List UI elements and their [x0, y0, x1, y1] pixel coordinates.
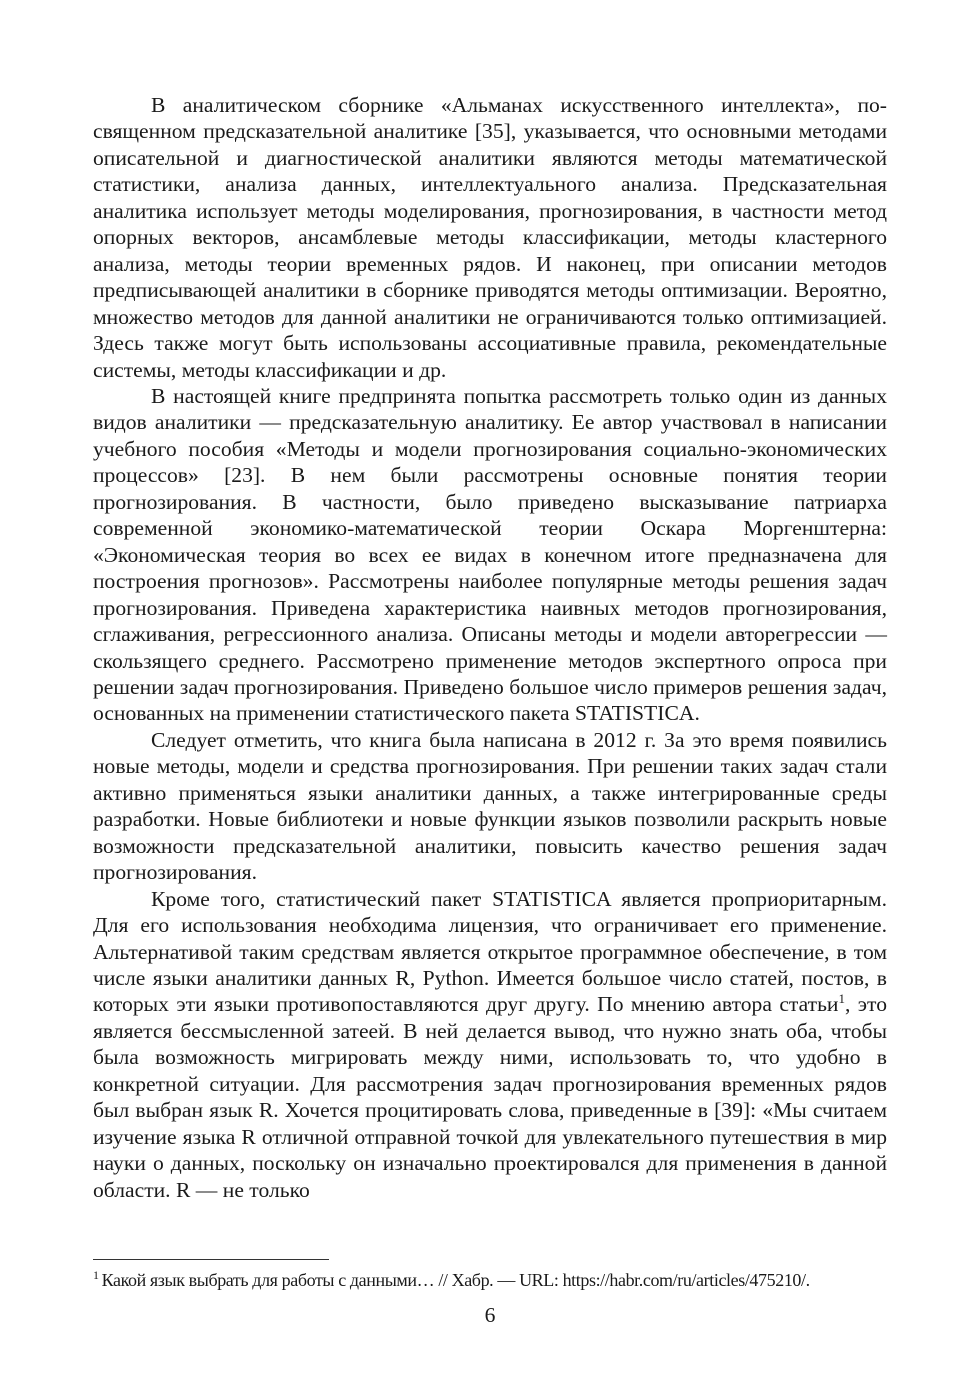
paragraph-1: В аналитическом сборнике «Альманах искусственного интеллекта», посвященном предсказательной аналитике [35], указывается, что основными методами описательной и диагностической аналитики являются методы математической статистики, анализа данных, интеллектуального анализа. Предсказательная аналитика использует методы моделирования, прогнозирования, в частности метод опорных векторов, ансамблевые методы классификации, методы кластерного анализа, методы теории временных рядов. И наконец, при описании методов предписывающей аналитики в сборнике приводятся методы оптимизации. Вероятно, множество методов для данной аналитики не ограничиваются только оптимизацией. Здесь также могут быть использованы ассоциативные правила, рекомендательные системы, методы классификации и др. — [93, 93, 887, 382]
paragraph-2: В настоящей книге предпринята попытка рассмотреть только один из данных видов аналитики — предсказательную аналитику. Ее автор участвовал в написании учебного пособия «Методы и модели прогнозирования социально-экономических процессов» [23]. В нем были рассмотрены основные понятия теории прогнозирования. В частности, было приведено высказывание патриарха современной экономико-математической теории Оскара Моргенштерна: «Экономическая теория во всех ее видах в конечном итоге предназначена для построения прогнозов». Рассмотрены наиболее популярные методы решения задач прогнозирования. Приведена характеристика наивных методов прогнозирования, сглаживания, регрессионного анализа. Описаны методы и модели авторегрессии — скользящего среднего. Рассмотрено применение методов экспертного опроса при решении задач прогнозирования. Приведено большое число примеров решения задач, основанных на применении статистического пакета STATISTICA. — [93, 383, 887, 726]
paragraph-3: Следует отметить, что книга была написана в 2012 г. За это время появились новые методы, модели и средства прогнозирования. При решении таких задач стали активно применяться языки аналитики данных, а также интегрированные среды разработки. Новые библиотеки и новые функции языков позволили раскрыть новые возможности предсказательной аналитики, повысить качество решения задач прогнозирования. — [93, 727, 887, 885]
paragraph-4-text-after-ref: , это является бессмысленной затеей. В ней делается вывод, что нужно знать оба, чтобы была возможность мигрировать между ними, использовать то, что удобно в конкретной ситуации. Для рассмотрения задач прогнозирования временных рядов был выбран язык R. Хочется процитировать слова, приведенные в [39]: «Мы считаем изучение языка R отличной отправной точкой для увлекательного путешествия в мир науки о данных, поскольку он изначально проектировался для применения в данной области. R — не только — [93, 992, 887, 1202]
footnote-text[interactable]: Какой язык выбрать для работы с данными… // Хабр. — URL: https://habr.com/ru/articles/475210/. — [101, 1270, 810, 1290]
paragraph-4-text-before-ref: Кроме того, статистический пакет STATISTICA является проприоритарным. Для его использования необходима лицензия, что ограничивает его применение. Альтернативой таким средствам является открытое программное обеспечение, в том числе языки аналитики данных R, Python. Имеется большое число статей, постов, в которых эти языки противопоставляются друг другу. По мнению автора статьи — [93, 886, 887, 1017]
footnote-divider — [93, 1259, 329, 1260]
page-number: 6 — [484, 1303, 496, 1327]
footnote-marker: 1 — [93, 1268, 99, 1282]
page-body — [93, 92, 887, 1203]
footnote-reference[interactable]: 1 — [838, 991, 845, 1007]
paragraph-4 — [93, 886, 887, 1203]
footnote — [93, 1269, 893, 1291]
